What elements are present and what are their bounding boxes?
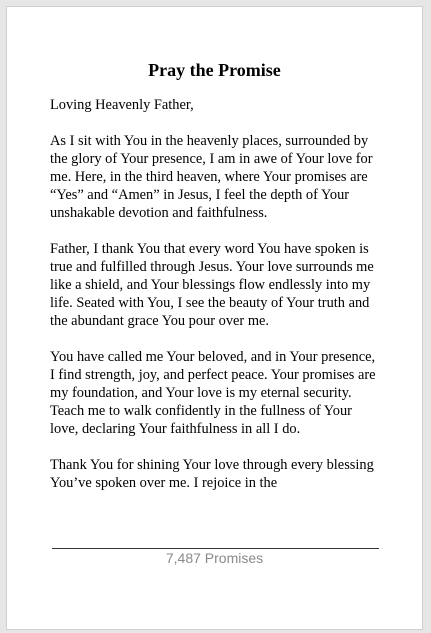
paragraph-1: As I sit with You in the heavenly places, surrounded by the glory of Your presence, I am in awe of Your love for me. Here, in the third heaven, where Your promises are “Yes” and “Amen” in Jesus, I feel the depth of Your unshakable devotion and faithfulness. (50, 133, 373, 221)
document-page (6, 6, 423, 630)
footer-divider (52, 548, 379, 549)
prayer-text[interactable] (50, 96, 382, 546)
paragraph-2: Father, I thank You that every word You have spoken is true and fulfilled through Jesus. Your love surrounds me like a shield, and Your blessings flow endlessly into my life. Seated with You, I see the beauty of Your truth and the abundant grace You pour over me. (50, 241, 374, 329)
paragraph-3: You have called me Your beloved, and in Your presence, I find strength, joy, and perfect peace. Your promises are my foundation, and Your love is my eternal security. Teach me to walk confidently in the fullness of Your love, declaring Your faithfulness in all I do. (50, 349, 376, 437)
promise-count: 7,487 Promises (165, 550, 264, 566)
paragraph-4: Thank You for shining Your love through every blessing You’ve spoken over me. I rejoice in the (50, 457, 374, 491)
greeting: Loving Heavenly Father, (50, 97, 194, 113)
document-title: Pray the Promise (148, 60, 281, 80)
